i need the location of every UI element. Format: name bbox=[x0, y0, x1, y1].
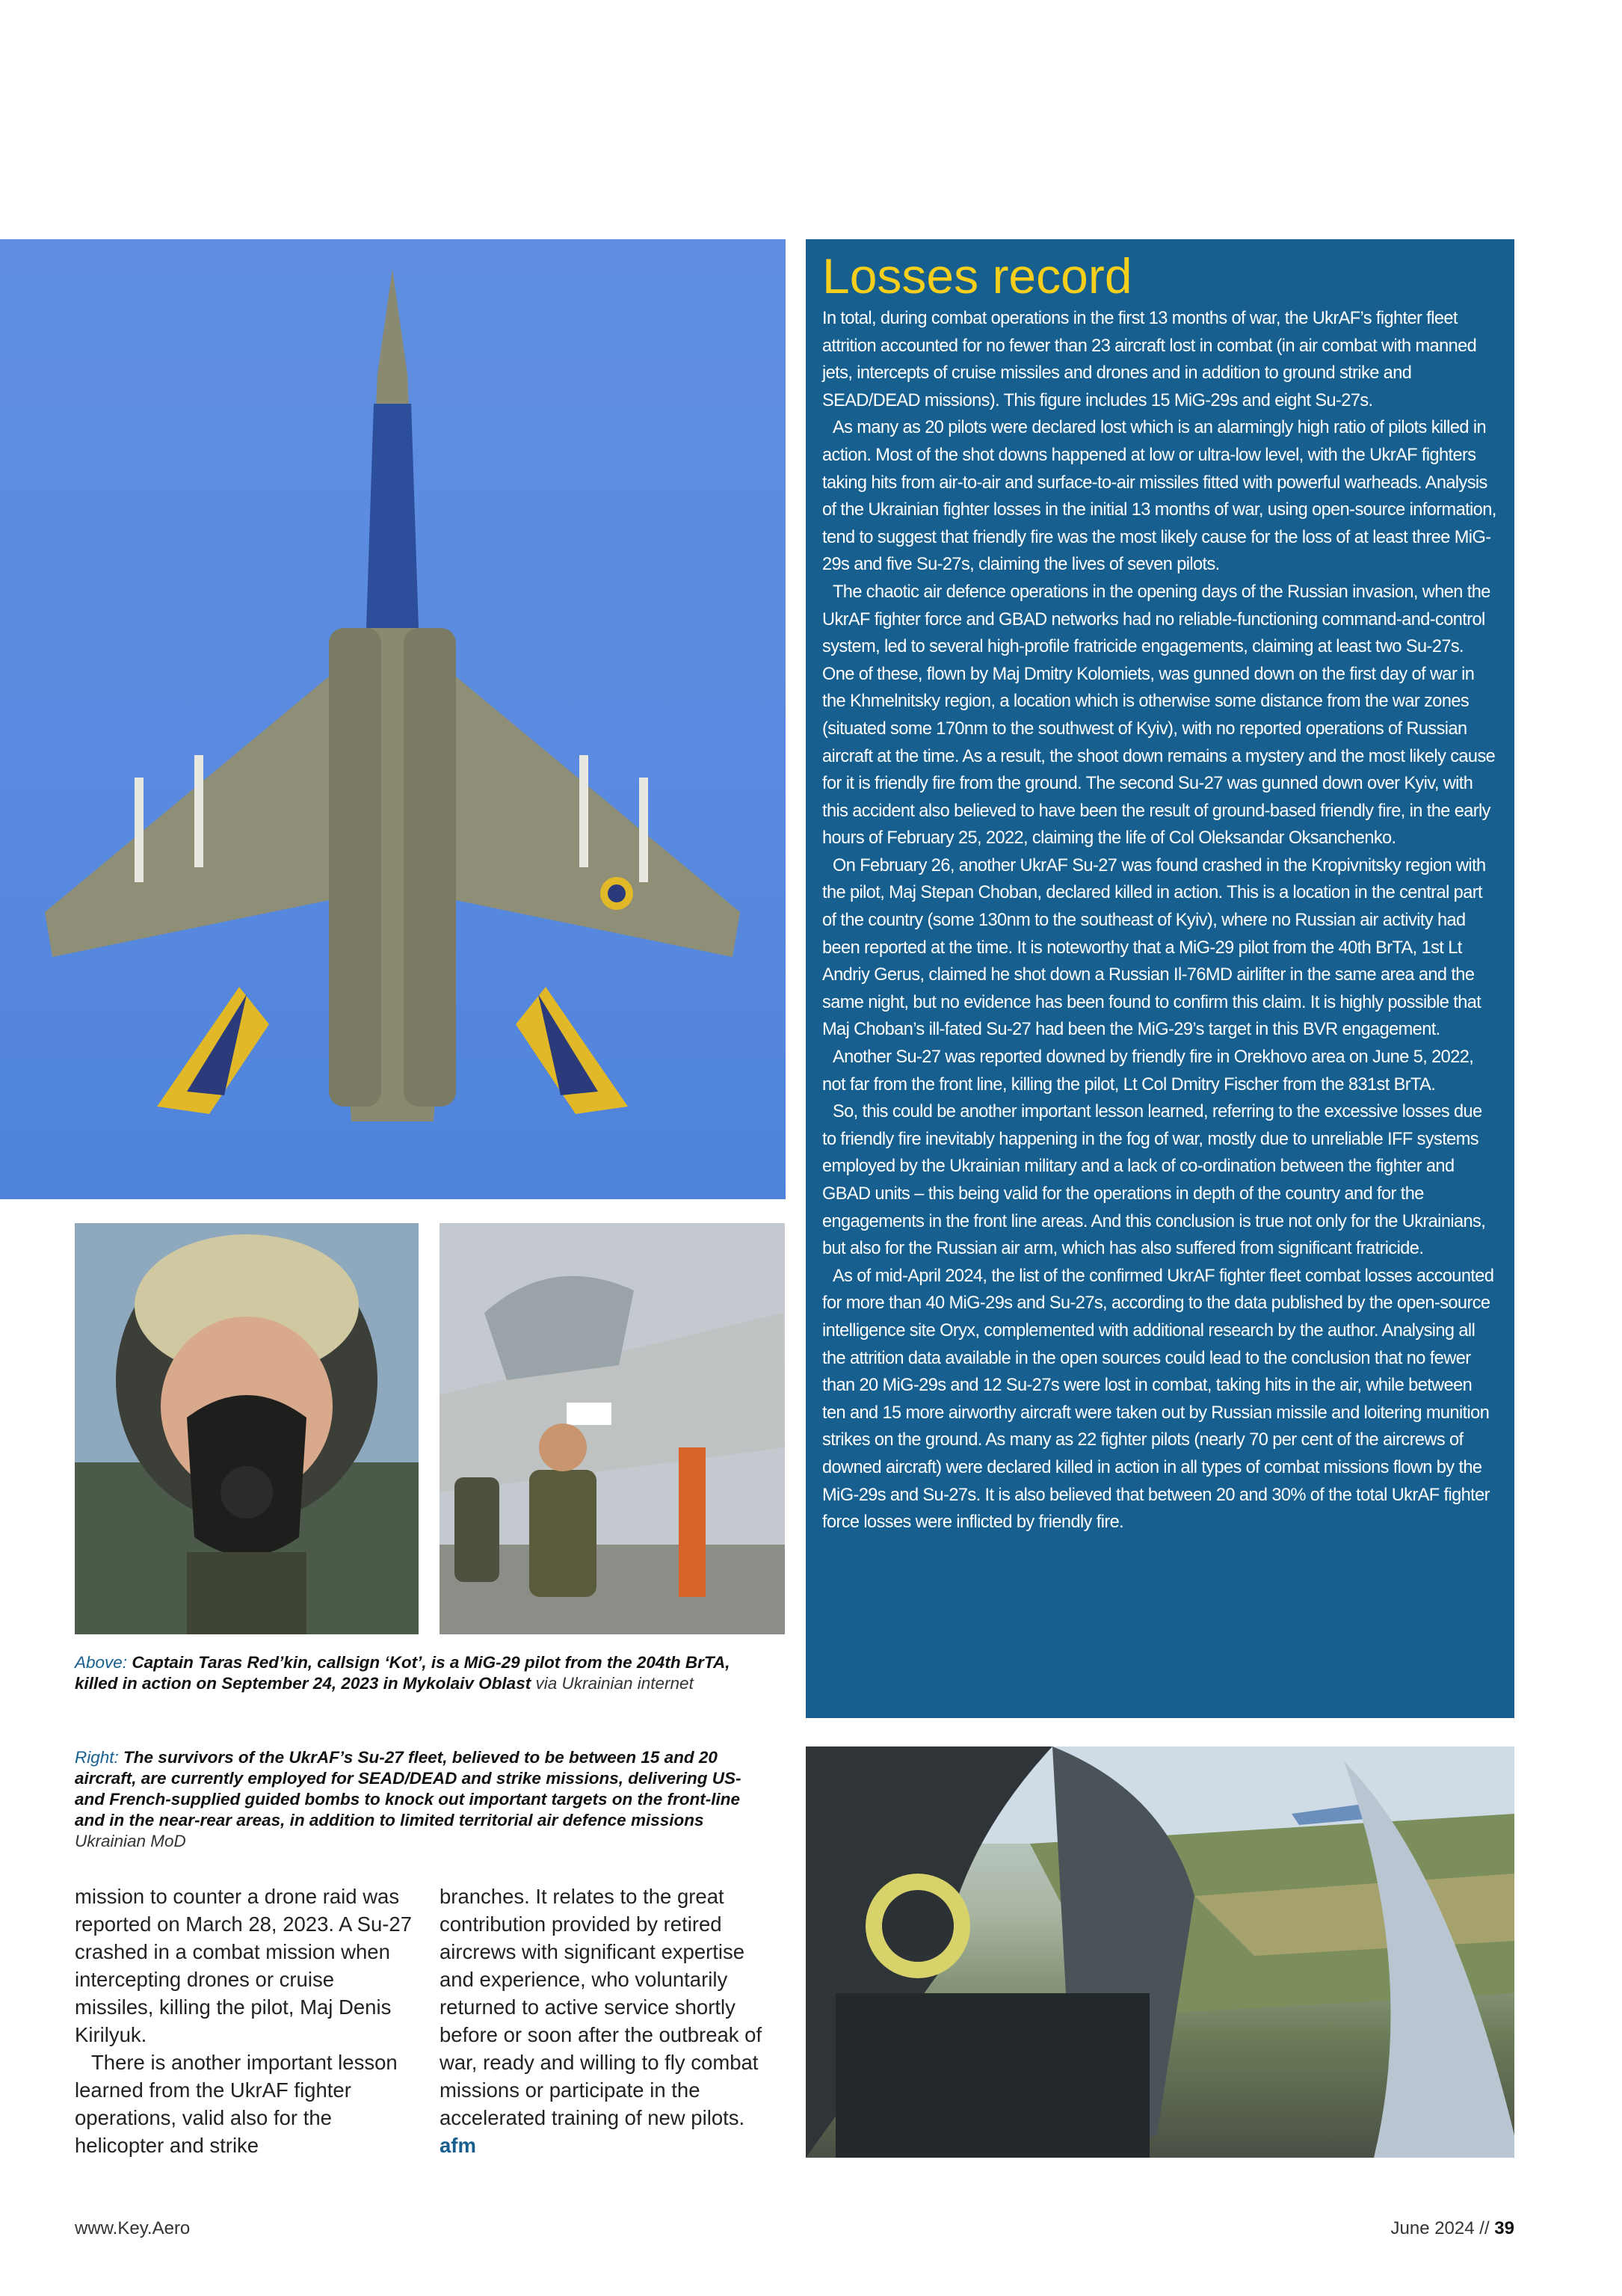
boxout-paragraph: In total, during combat operations in the first 13 months of war, the UkrAF’s fighter fleet attrition accounted for no fewer than 23 aircraft lost in combat (in air combat with manned jets, intercepts of cruise missiles and drones and in addition to ground strike and SEAD/DEAD missions). This figure includes 15 MiG-29s and eight Su-27s. bbox=[822, 309, 1477, 410]
mig29-underside-photo bbox=[0, 239, 786, 1199]
boxout-paragraph: Another Su-27 was reported downed by friendly fire in Orekhovo area on June 5, 2022, not far from the front line, killing the pilot, Lt Col Dmitry Fischer from the 831st BrTA. bbox=[822, 1047, 1474, 1095]
footer-separator: // bbox=[1479, 2218, 1490, 2238]
body-paragraph bbox=[440, 1883, 783, 2159]
body-paragraph-text: branches. It relates to the great contribution provided by retired aircrews with significant expertise and experience, who voluntarily returned to active service shortly before or soon after the outbreak of war, ready and willing to fly combat missions or participate in the accelerated training of new pilots. bbox=[440, 1885, 762, 2129]
boxout-paragraph: The chaotic air defence operations in the opening days of the Russian invasion, when the UkrAF fighter force and GBAD networks had no reliable-functioning command-and-control system, led to several high-profile fratricide engagements, claiming at least two Su-27s. One of these, flown by Maj Dmitry Kolomiets, was gunned down on the first day of war in the Khmelnitsky region, a location which is otherwise some distance from the war zones (situated some 170nm to the southwest of Kyiv), with no reported operations of Russian aircraft at the time. As a result, the shoot down remains a mystery and the most likely cause for it is friendly fire from the ground. The second Su-27 was gunned down over Kyiv, with this accident also believed to have been the result of ground-based friendly fire, in the early hours of February 25, 2022, claiming the life of Col Oleksandar Oksanchenko. bbox=[822, 582, 1496, 849]
aircraft-illustration bbox=[440, 1223, 785, 1634]
caption-right-credit: Ukrainian MoD bbox=[75, 1832, 186, 1850]
caption-above-credit: via Ukrainian internet bbox=[535, 1674, 694, 1693]
footer-website: www.Key.Aero bbox=[75, 2218, 191, 2238]
pilot-illustration bbox=[75, 1223, 419, 1634]
caption-above bbox=[75, 1652, 747, 1694]
caption-above-lead: Above: bbox=[75, 1653, 128, 1672]
losses-record-boxout bbox=[806, 239, 1514, 1718]
caption-right bbox=[75, 1747, 770, 1852]
footer-issue: June 2024 bbox=[1390, 2218, 1475, 2238]
afm-signoff: afm bbox=[440, 2134, 476, 2157]
mig29-illustration bbox=[0, 239, 786, 1199]
caption-right-lead: Right: bbox=[75, 1748, 119, 1767]
caption-right-text: The survivors of the UkrAF’s Su-27 fleet, believed to be between 15 and 20 aircraft, are currently employed for SEAD/DEAD and strike missions, delivering US- and French-supplied guided bombs to knock out important targets on the front-line and in the near-rear areas, in addition to limited territorial air defence missions bbox=[75, 1748, 741, 1829]
su27-cockpit-photo bbox=[806, 1746, 1514, 2158]
body-column-2 bbox=[440, 1883, 783, 2159]
boxout-paragraph: On February 26, another UkrAF Su-27 was found crashed in the Kropivnitsky region with the pilot, Maj Stepan Choban, declared killed in action. This is a location in the central part of the country (some 130nm to the southeast of Kyiv), where no Russian air activity had been reported at the time. It is noteworthy that a MiG-29 pilot from the 40th BrTA, 1st Lt Andriy Gerus, claimed he shot down a Russian Il-76MD airlifter in the same area and the same night, but no evidence has been found to confirm this claim. It is highly possible that Maj Choban’s ill-fated Su-27 had been the MiG-29’s target in this BVR engagement. bbox=[822, 855, 1486, 1040]
body-column-1 bbox=[75, 1883, 419, 2159]
boxout-title: Losses record bbox=[822, 248, 1132, 304]
pilot-with-aircraft-photo bbox=[440, 1223, 785, 1634]
cockpit-illustration bbox=[806, 1746, 1514, 2158]
boxout-body bbox=[822, 305, 1498, 1536]
pilot-portrait-photo bbox=[75, 1223, 419, 1634]
body-paragraph: mission to counter a drone raid was reported on March 28, 2023. A Su-27 crashed in a combat mission when intercepting drones or cruise missiles, killing the pilot, Maj Denis Kirilyuk. bbox=[75, 1885, 412, 2046]
caption-above-text: Captain Taras Red’kin, callsign ‘Kot’, is a MiG-29 pilot from the 204th BrTA, killed in action on September 24, 2023 in Mykolaiv Oblast bbox=[75, 1653, 730, 1693]
page-number: 39 bbox=[1494, 2218, 1514, 2238]
body-paragraph: There is another important lesson learned from the UkrAF fighter operations, valid also for the helicopter and strike bbox=[75, 2051, 398, 2157]
footer-page-info bbox=[1368, 2218, 1514, 2239]
boxout-paragraph: So, this could be another important lesson learned, referring to the excessive losses due to friendly fire inevitably happening in the fog of war, mostly due to unreliable IFF systems employed by the Ukrainian military and a lack of co-ordination between the fighter and GBAD units – this being valid for the operations in depth of the country and for the engagements in the front line areas. And this conclusion is true not only for the Ukrainians, but also for the Russian air arm, which has also suffered from significant fratricide. bbox=[822, 1102, 1486, 1259]
boxout-paragraph: As many as 20 pilots were declared lost which is an alarmingly high ratio of pilots killed in action. Most of the shot downs happened at low or ultra-low level, with the UkrAF fighters taking hits from air-to-air and surface-to-air missiles fitted with powerful warheads. Analysis of the Ukrainian fighter losses in the initial 13 months of war, using open-source information, tend to suggest that friendly fire was the most likely cause for the loss of at least three MiG-29s and five Su-27s, claiming the lives of seven pilots. bbox=[822, 418, 1496, 575]
boxout-paragraph: As of mid-April 2024, the list of the confirmed UkrAF fighter fleet combat losses accounted for more than 40 MiG-29s and Su-27s, according to the data published by the open-source intelligence site Oryx, complemented with additional research by the author. Analysing all the attrition data available in the open sources could lead to the conclusion that no fewer than 20 MiG-29s and 12 Su-27s were lost in combat, taking hits in the air, while between ten and 15 more airworthy aircraft were taken out by Russian missile and loitering munition strikes on the ground. As many as 22 fighter pilots (nearly 70 per cent of the aircrews of downed aircraft) were declared killed in action in all types of combat missions flown by the MiG-29s and Su-27s. It is also believed that between 20 and 30% of the total UkrAF fighter force losses were inflicted by friendly fire. bbox=[822, 1266, 1494, 1533]
